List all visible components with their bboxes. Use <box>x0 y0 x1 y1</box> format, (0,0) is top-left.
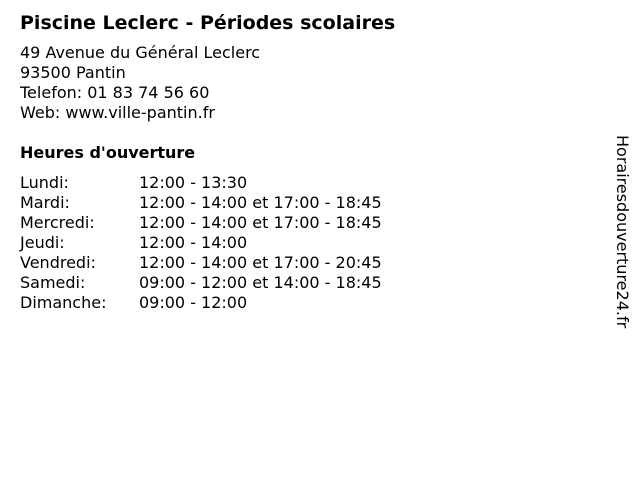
website-link-text[interactable]: Web: www.ville-pantin.fr <box>20 103 215 122</box>
page-title: Piscine Leclerc - Périodes scolaires <box>20 12 396 34</box>
hours-row-jeudi <box>20 233 600 253</box>
day-label: Dimanche: <box>20 293 107 312</box>
city-postcode: 93500 Pantin <box>20 63 126 82</box>
day-label: Samedi: <box>20 273 86 292</box>
hours-row-lundi <box>20 173 600 193</box>
time-range: 12:00 - 14:00 et 17:00 - 20:45 <box>139 253 382 272</box>
day-label: Vendredi: <box>20 253 96 272</box>
time-range: 09:00 - 12:00 <box>139 293 248 312</box>
phone-number[interactable]: Telefon: 01 83 74 56 60 <box>20 83 210 102</box>
time-range: 12:00 - 14:00 <box>139 233 248 252</box>
day-label: Mardi: <box>20 193 70 212</box>
website-link[interactable] <box>20 103 600 123</box>
content <box>20 10 600 313</box>
time-range: 12:00 - 14:00 et 17:00 - 18:45 <box>139 193 382 212</box>
time-range: 09:00 - 12:00 et 14:00 - 18:45 <box>139 273 382 292</box>
hours-row-dimanche <box>20 293 600 313</box>
hours-row-samedi <box>20 273 600 293</box>
time-range: 12:00 - 14:00 et 17:00 - 18:45 <box>139 213 382 232</box>
hours-row-vendredi <box>20 253 600 273</box>
address-block <box>20 43 600 123</box>
street-address: 49 Avenue du Général Leclerc <box>20 43 261 62</box>
hours-row-mardi <box>20 193 600 213</box>
hours-heading: Heures d'ouverture <box>20 143 196 162</box>
side-brand-watermark: Horairesdouverture24.fr <box>613 135 632 329</box>
hours-row-mercredi <box>20 213 600 233</box>
time-range: 12:00 - 13:30 <box>139 173 248 192</box>
hours-table <box>20 173 600 313</box>
day-label: Mercredi: <box>20 213 95 232</box>
day-label: Lundi: <box>20 173 69 192</box>
day-label: Jeudi: <box>20 233 65 252</box>
